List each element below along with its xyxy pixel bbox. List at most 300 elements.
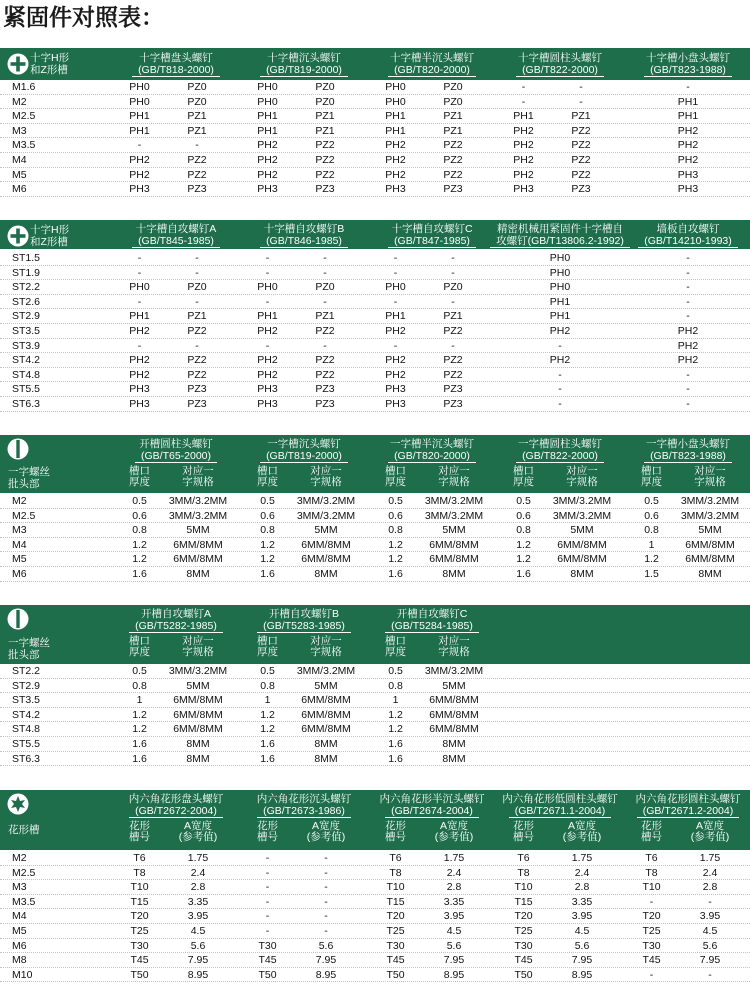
table-cell: - [686,295,690,308]
table-cell: PH0 [385,95,406,108]
row-label: ST5.5 [12,737,41,750]
table-cell: 3.95 [187,910,209,923]
table-cell: PZ2 [187,368,207,381]
column-group-standard: (GB/T846-1985) [266,234,342,247]
sub-header-cell [240,821,295,843]
sub-header-line: 花形 [257,820,278,832]
table-header [0,220,750,249]
table-cell: - [265,266,270,279]
table-cell: PH2 [385,168,406,181]
cell-pair [112,397,240,411]
table-cell: T20 [130,910,149,923]
cell-pair [240,368,368,382]
row-label: ST4.2 [12,354,41,367]
column-group-name: 内六角花形沉头螺钉 [256,793,352,805]
cell-pair [368,353,496,367]
table-cell: 1.2 [260,538,275,551]
row-label: ST1.5 [12,252,41,264]
cell-pair [496,109,624,123]
table-section [0,435,750,580]
table-cell: 1.6 [260,752,275,765]
cell-pair [112,153,240,167]
table-cell: - [195,266,199,279]
column-group-header [496,793,624,817]
table-cell: T45 [258,954,277,967]
cell-pair [240,895,368,909]
table-cell: PH1 [549,310,571,323]
table-cell: PH1 [677,95,699,108]
header-columns [0,435,750,465]
table-row [0,909,750,924]
table-row [0,382,750,397]
sub-header-group [368,821,496,843]
table-body [0,851,750,982]
cell-pair [240,509,368,523]
table-cell: 0.8 [516,524,531,537]
table-cell: 7.95 [571,954,593,967]
sub-header-line: 字规格 [566,476,598,488]
table-cell: 0.8 [388,679,403,692]
table-cell: PH3 [129,397,150,410]
table-cell: 3MM/3.2MM [424,509,484,522]
column-group-standard: (GB/T847-1985) [394,234,470,247]
table-cell: 1.6 [388,752,403,765]
cell-pair [368,324,496,338]
table-cell: 3MM/3.2MM [680,495,740,507]
sub-header-cell [368,466,423,488]
table-cell: 8MM [186,567,210,580]
table-cell: - [686,397,690,410]
cell-pair [496,924,624,938]
table-cell: 6MM/8MM [557,553,607,566]
table-cell: - [686,81,690,93]
table-cell: PZ0 [315,95,335,108]
table-cell: 1.75 [699,852,721,864]
table-row [0,324,750,339]
cell-pair [240,353,368,367]
sub-header-cell [423,821,485,843]
cell-pair [624,552,750,566]
sub-header-line: 字规格 [694,476,726,488]
sub-header-cell [423,466,485,488]
sub-header-line: 厚度 [385,646,406,658]
table-cell: 6MM/8MM [173,538,223,551]
cell-pair [368,266,496,280]
sub-header-cell [624,821,679,843]
table-cell: T15 [130,895,149,908]
table-cell: - [558,339,562,352]
table-cell: 1.6 [132,752,147,765]
table-row [0,968,750,983]
sub-header-line: 槽口 [385,465,406,477]
table-cell: PZ2 [315,368,335,381]
cell-pair [112,168,240,182]
table-cell: T50 [130,968,149,981]
table-cell: PH2 [677,324,699,337]
table-cell: PZ2 [571,124,591,137]
table-row [0,880,750,895]
table-cell: 4.5 [190,924,206,937]
table-cell: - [558,383,562,396]
column-group-header [496,52,624,76]
table-cell: 5MM [186,524,210,537]
table-cell: 1.2 [260,708,275,721]
table-cell: PH2 [549,324,571,337]
table-cell: 0.8 [644,524,659,537]
cell-pair [112,866,240,880]
sub-header-line: 字规格 [310,476,342,488]
table-cell: T8 [389,866,402,879]
column-group-name: 墙板自攻螺钉 [656,222,720,235]
table-cell: PZ0 [187,95,207,108]
table-cell: - [323,295,327,308]
table-cell: 1.2 [132,708,147,721]
table-cell: 8MM [698,567,722,580]
table-cell: 5.6 [190,939,206,952]
cell-pair [112,251,240,265]
table-cell: 3MM/3.2MM [168,665,228,677]
cell-pair [112,752,240,766]
table-cell: T30 [130,939,149,952]
table-cell: 5MM [186,679,210,692]
cell-pair [368,295,496,309]
cell-pair [240,109,368,123]
table-cell: - [324,895,328,908]
table-cell: 0.5 [388,495,403,507]
cell-pair [368,895,496,909]
table-cell: - [451,295,455,308]
table-row [0,280,750,295]
table-cell: 0.5 [132,495,147,507]
table-cell: PZ2 [443,354,463,367]
table-cell: PH2 [677,124,699,137]
cell-pair [240,494,368,508]
row-type-label-line: 和Z形槽 [30,64,68,76]
sub-header-line: 槽号 [513,831,534,843]
table-cell: PH3 [257,397,278,410]
table-cell: - [451,252,455,264]
table-cell: PZ3 [315,183,335,196]
column-group-header [112,608,240,632]
table-row [0,708,750,723]
table-cell: 1.2 [132,723,147,736]
cell-pair [496,866,624,880]
table-cell: T6 [645,852,658,864]
column-group-header [112,793,240,817]
cell-pair [112,295,240,309]
sub-header-line: 槽号 [129,831,150,843]
table-cell: PH3 [257,183,278,196]
column-group-name: 开槽自攻螺钉A [140,608,211,620]
table-cell: 1.6 [516,567,531,580]
cell-pair [368,552,496,566]
table-row [0,168,750,183]
table-cell: 5MM [698,524,722,537]
column-group-standard: (GB/T845-1985) [138,234,214,247]
table-cell: T45 [642,954,661,967]
cell-pair [496,552,624,566]
sub-header-cell [368,636,423,658]
table-cell: 8MM [442,737,466,750]
table-cell: 0.6 [132,509,147,522]
cell-pair [624,895,750,909]
cell-pair [496,494,624,508]
table-cell: 6MM/8MM [685,553,735,566]
table-cell: 0.8 [388,524,403,537]
sub-header-cell [112,821,167,843]
cell-pair [112,664,240,678]
table-row [0,109,750,124]
table-cell: PH1 [257,110,278,123]
row-type-label-line: 和Z形槽 [30,236,68,248]
sub-header-cell [551,821,613,843]
column-group-name: 十字槽自攻螺钉C [391,222,473,235]
row-label: M6 [12,939,27,952]
sub-header-group [368,636,496,658]
sub-header-line: 花形 [129,820,150,832]
row-label: ST3.5 [12,694,41,707]
table-body [0,80,750,197]
table-cell: - [393,252,398,264]
table-cell: 6MM/8MM [301,694,351,707]
table-cell: PZ3 [443,183,463,196]
cell-pair [112,80,240,94]
cell-pair [112,182,240,196]
table-cell: 2.4 [574,866,590,879]
table-cell: PH3 [385,183,406,196]
table-cell: PH3 [129,383,150,396]
sub-header-cell [423,636,485,658]
table-cell: 3.95 [699,910,721,923]
table-cell: PZ2 [315,168,335,181]
cell-pair [240,324,368,338]
column-group-standard: (GB/T822-2000) [522,64,598,76]
sub-header-line: 槽口 [385,635,406,647]
table-cell: 1 [392,694,399,707]
table-cell: 1.5 [644,567,659,580]
table-cell: 2.8 [702,881,718,894]
table-cell: - [708,968,712,981]
table-cell: 1.2 [644,553,659,566]
cell-pair [368,953,496,967]
column-group-header [624,52,750,76]
table-cell: PH2 [129,324,150,337]
sub-header-cell [167,466,229,488]
table-cell: PZ3 [443,383,463,396]
table-cell: PH1 [129,110,150,123]
table-cell: PH0 [257,81,278,93]
cell-pair [368,679,496,693]
table-row [0,664,750,679]
sub-header-line: 字规格 [438,646,470,658]
table-cell: 6MM/8MM [301,553,351,566]
table-cell: - [265,910,270,923]
table-cell: - [558,368,562,381]
table-cell: PH2 [257,168,278,181]
table-cell: PZ1 [443,124,463,137]
sub-header-line: 字规格 [310,646,342,658]
sub-header-line: 槽口 [257,465,278,477]
table-cell: 3.95 [571,910,593,923]
table-cell: - [393,266,398,279]
sub-header-spacer [0,636,112,658]
cell-pair [624,523,750,537]
table-row [0,339,750,354]
table-cell: T30 [514,939,533,952]
sub-header-spacer [0,466,112,488]
column-group-standard: 攻螺钉(GB/T13806.2-1992) [496,234,624,247]
column-group-header [112,223,240,247]
table-cell: 3MM/3.2MM [168,509,228,522]
row-label: M10 [12,968,33,981]
cell-pair [240,397,368,411]
table-row [0,309,750,324]
table-cell: - [686,368,690,381]
cell-pair [112,722,240,736]
cell-pair [496,168,624,182]
cell-pair [240,924,368,938]
table-cell: PZ1 [571,110,591,123]
table-cell: 5MM [314,524,338,537]
table-cell: T45 [514,954,533,967]
row-type-label-line: 一字螺丝 [8,637,50,649]
table-row [0,924,750,939]
table-cell: 6MM/8MM [429,694,479,707]
table-cell: PH2 [513,153,534,166]
sub-header-line: 槽口 [513,465,534,477]
cell-pair [112,266,240,280]
table-cell: PH0 [549,266,571,279]
table-cell: 0.6 [260,509,275,522]
table-cell: 1.2 [388,553,403,566]
column-group-header [368,438,496,462]
sub-header-line: 厚度 [385,476,406,488]
table-cell: 6MM/8MM [173,694,223,707]
cell-pair [112,382,240,396]
table-cell: PZ2 [187,153,207,166]
table-cell: 1.2 [388,538,403,551]
header-columns [0,48,750,80]
column-group-header [240,52,368,76]
cell-pair [240,138,368,152]
cell-pair [496,909,624,923]
table-cell: - [137,266,142,279]
table-cell: PZ2 [187,324,207,337]
sub-header-line: 花形 [513,820,534,832]
sub-header-line: 对应一 [310,635,342,647]
column-group-header [624,438,750,462]
table-cell: 1.2 [516,553,531,566]
table-cell: PZ2 [443,168,463,181]
table-cell: PZ0 [315,81,335,93]
table-cell: 2.8 [190,881,206,894]
table-cell: T50 [514,968,533,981]
cell-pair [368,880,496,894]
table-cell: 4.5 [702,924,718,937]
table-cell: PZ2 [571,153,591,166]
row-label: ST2.2 [12,665,41,677]
table-cell: PH1 [385,124,406,137]
table-cell: - [195,252,199,264]
row-label: ST4.8 [12,368,41,381]
column-group-standard: (GB/T820-2000) [394,64,470,76]
cell-pair [112,939,240,953]
table-cell: 8MM [442,752,466,765]
cell-pair [368,939,496,953]
cell-pair [368,80,496,94]
sub-header-line: (参考值) [178,831,218,843]
table-row [0,693,750,708]
sub-header-row [0,466,750,488]
column-group-standard: (GB/T2673-1986) [263,805,345,817]
table-row [0,851,750,866]
cell-pair [624,509,750,523]
row-label: M3.5 [12,895,36,908]
cell-pair [368,752,496,766]
sub-header-row [0,636,496,658]
row-label: ST2.9 [12,310,41,323]
header-columns [0,605,496,635]
table-cell: 1.75 [571,852,593,864]
table-row [0,509,750,524]
table-cell: 0.5 [644,495,659,507]
cell-pair [496,880,624,894]
table-cell: PH2 [513,124,534,137]
table-row [0,953,750,968]
table-cell: - [137,339,142,352]
sub-header-group [112,636,240,658]
sub-header-cell [368,821,423,843]
table-cell: 1 [264,694,271,707]
table-cell: 0.6 [644,509,659,522]
table-cell: T8 [645,866,658,879]
table-cell: PZ2 [443,368,463,381]
column-group-header [112,438,240,462]
cell-pair [240,953,368,967]
table-header [0,435,750,493]
table-cell: 5MM [314,679,338,692]
table-cell: PZ3 [187,397,207,410]
table-cell: - [265,895,270,908]
table-cell: 6MM/8MM [173,708,223,721]
row-label: ST5.5 [12,383,41,396]
table-cell: PH0 [129,281,150,294]
table-cell: 1.6 [260,567,275,580]
table-cell: - [521,95,526,108]
table-cell: PZ1 [315,310,335,323]
column-group-standard: (GB/T819-2000) [266,450,342,462]
row-type-label-line: 十字H形 [30,224,70,236]
table-cell: T25 [386,924,405,937]
row-type-label-line: 批头部 [8,478,40,490]
row-label: M5 [12,924,27,937]
table-cell: PH2 [129,354,150,367]
table-cell: T20 [386,910,405,923]
column-group-name: 内六角花形低圆柱头螺钉 [502,793,618,805]
table-cell: 5MM [442,524,466,537]
row-label: ST6.3 [12,397,41,410]
sub-header-group [496,466,624,488]
table-cell: T10 [130,881,149,894]
cell-pair [368,737,496,751]
sub-header-cell [551,466,613,488]
table-cell: 6MM/8MM [557,538,607,551]
table-cell: PZ2 [315,139,335,152]
table-cell: PZ0 [443,281,463,294]
cell-pair [368,95,496,109]
table-cell: 1.2 [516,538,531,551]
cell-pair [368,124,496,138]
